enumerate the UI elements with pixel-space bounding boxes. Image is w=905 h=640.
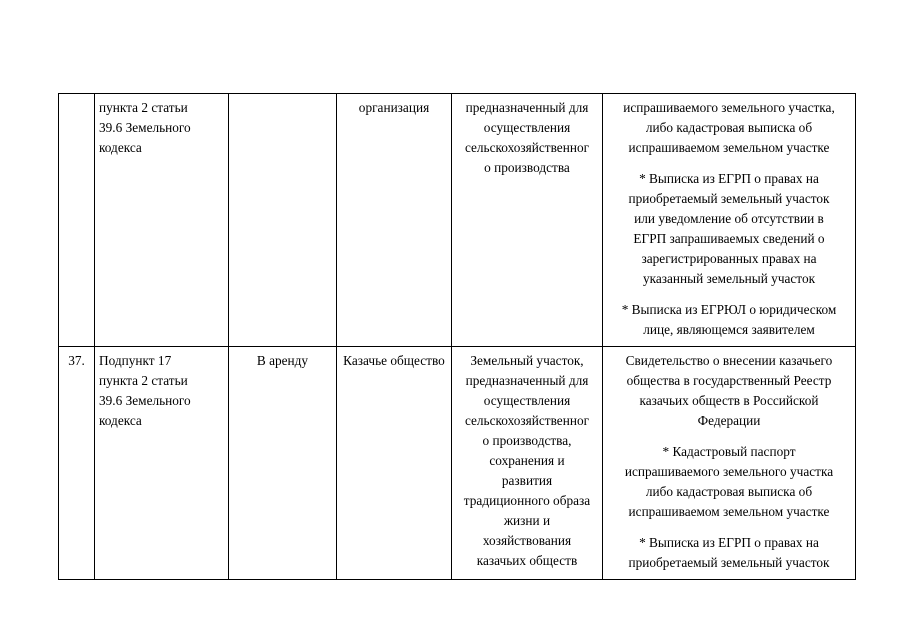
row-number-cell [59,94,95,347]
document-item: * Выписка из ЕГРП о правах на приобретаемый земельный участок или уведомление об отсутствии в ЕГРП запрашиваемых сведений о зарегистрированных правах на указанный земельный участок [628,171,830,286]
documents-cell [603,347,856,580]
table-row [59,94,856,347]
land-purpose-cell: Земельный участок, предназначенный для осуществления сельскохозяйственног о производства, сохранения и развития традиционного образа жизни и хозяйствования казачьих обществ [452,347,603,580]
row-number-cell: 37. [59,347,95,580]
legal-basis-cell: Подпункт 17 пункта 2 статьи 39.6 Земельного кодекса [95,347,229,580]
document-table [58,93,856,580]
applicant-cell: Казачье общество [337,347,452,580]
document-item: испрашиваемого земельного участка, либо кадастровая выписка об испрашиваемом земельном участке [623,100,835,155]
table-row [59,347,856,580]
documents-cell [603,94,856,347]
document-item: * Выписка из ЕГРЮЛ о юридическом лице, являющемся заявителем [621,302,837,337]
applicant-cell: организация [337,94,452,347]
right-type-cell [229,94,337,347]
document-item: * Выписка из ЕГРП о правах на приобретаемый земельный участок [628,535,830,570]
right-type-cell: В аренду [229,347,337,580]
land-purpose-cell: предназначенный для осуществления сельскохозяйственног о производства [452,94,603,347]
document-item: * Кадастровый паспорт испрашиваемого земельного участка либо кадастровая выписка об испрашиваемом земельном участке [624,444,834,519]
legal-basis-cell: пункта 2 статьи 39.6 Земельного кодекса [95,94,229,347]
document-item: Свидетельство о внесении казачьего общества в государственный Реестр казачьих обществ в Российской Федерации [625,353,833,428]
